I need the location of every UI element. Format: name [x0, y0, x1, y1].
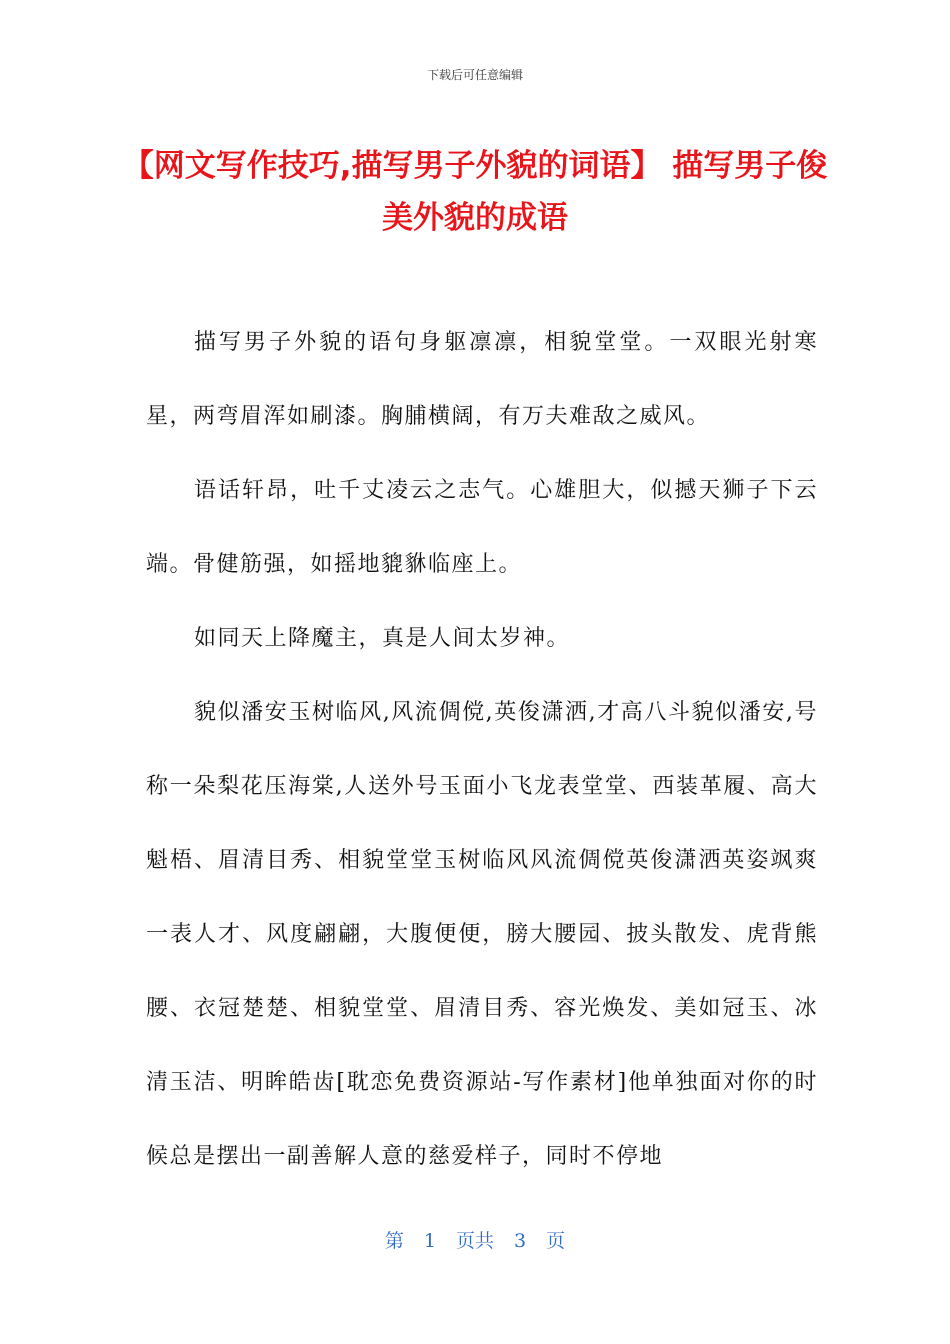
page-label-prefix: 第: [384, 1230, 404, 1252]
document-body: [146, 306, 818, 1194]
paragraph: 貌似潘安玉树临风,风流倜傥,英俊潇洒,才高八斗貌似潘安,号称一朵梨花压海棠,人送外号玉面小飞龙表堂堂、西装革履、高大魁梧、眉清目秀、相貌堂堂玉树临风风流倜傥英俊潇洒英姿飒爽一表人才、风度翩翩，大腹便便，膀大腰园、披头散发、虎背熊腰、衣冠楚楚、相貌堂堂、眉清目秀、容光焕发、美如冠玉、冰清玉洁、明眸皓齿[耽恋免费资源站-写作素材]他单独面对你的时候总是摆出一副善解人意的慈爱样子，同时不停地: [146, 700, 818, 1169]
paragraph: 语话轩昂，吐千丈凌云之志气。心雄胆大，似撼天狮子下云端。骨健筋强，如摇地貔貅临座上。: [146, 478, 818, 577]
paragraph: 描写男子外貌的语句身躯凛凛，相貌堂堂。一双眼光射寒星，两弯眉浑如刷漆。胸脯横阔，有万夫难敌之威风。: [146, 330, 818, 429]
page-label-suffix: 页: [546, 1230, 566, 1252]
paragraph: 如同天上降魔主，真是人间太岁神。: [194, 626, 571, 651]
document-title: 【网文写作技巧,描写男子外貌的词语】 描写男子俊美外貌的成语: [122, 148, 828, 236]
page-footer: [0, 1226, 950, 1253]
page-header-note: 下载后可任意编辑: [426, 68, 523, 82]
page-number: 1: [423, 1230, 436, 1252]
page-label-mid: 页共: [455, 1230, 494, 1252]
total-pages: 3: [514, 1230, 527, 1252]
